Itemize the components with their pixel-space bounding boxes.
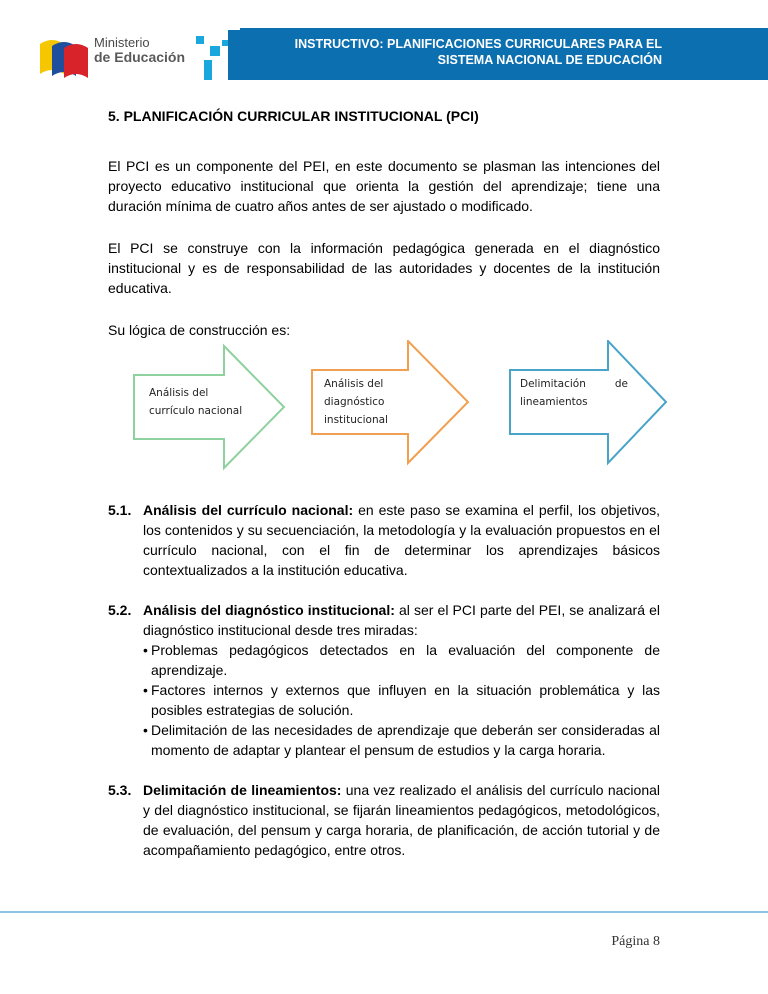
header-decoration bbox=[204, 60, 212, 80]
bullet-icon: • bbox=[143, 682, 148, 698]
footer-divider bbox=[0, 911, 768, 913]
list-item-5-2 bbox=[108, 600, 660, 640]
item-title: Delimitación de lineamientos: bbox=[143, 782, 342, 798]
bullet-icon: • bbox=[143, 722, 148, 738]
arrow-label-2: Análisis del diagnóstico institucional bbox=[324, 378, 388, 426]
header-decoration bbox=[228, 30, 240, 80]
section-heading: 5. PLANIFICACIÓN CURRICULAR INSTITUCIONAL (PCI) bbox=[108, 108, 479, 124]
item-text: al ser el PCI parte del PEI, se analizará el diagnóstico institucional desde tres miradas: bbox=[143, 602, 661, 638]
bullet-item: • Delimitación de las necesidades de aprendizaje que deberán ser consideradas al momento de adaptar y plantear el pensum de estudios y la carga horaria. bbox=[143, 722, 660, 758]
item-text: una vez realizado el análisis del currículo nacional y del diagnóstico institucional, se fijarán lineamientos pedagógicos, metodológicos, de evaluación, del pensum y carga horaria, de planificación, de acción tutorial y de acompañamiento pedagógico, entre otros. bbox=[143, 782, 660, 858]
page-number: Página 8 bbox=[611, 934, 660, 949]
arrow-label-3: Delimitación de lineamientos bbox=[520, 378, 628, 408]
item-title: Análisis del diagnóstico institucional: bbox=[143, 602, 395, 618]
header-decoration bbox=[196, 36, 204, 44]
list-item-5-3 bbox=[108, 780, 660, 860]
item-number: 5.3. bbox=[108, 782, 132, 798]
header-decoration bbox=[210, 46, 220, 56]
paragraph-3: Su lógica de construcción es: bbox=[108, 322, 291, 338]
bullet-item: • Factores internos y externos que influyen en la situación problemática y las posibles estrategias de solución. bbox=[143, 682, 660, 718]
ministerio-logo-flag-icon bbox=[38, 34, 90, 80]
item-text: en este paso se examina el perfil, los objetivos, los contenidos y su secuenciación, la metodología y la evaluación propuestos en el currículo nacional, con el fin de determinar los aprendizajes básicos contextualizados a la institución educativa. bbox=[143, 502, 661, 578]
document-title: INSTRUCTIVO: PLANIFICACIONES CURRICULARES PARA EL SISTEMA NACIONAL DE EDUCACIÓN bbox=[294, 37, 662, 67]
item-number: 5.2. bbox=[108, 602, 132, 618]
paragraph-2: El PCI se construye con la información pedagógica generada en el diagnóstico institucional y es de responsabilidad de las autoridades y docentes de la institución educativa. bbox=[108, 240, 660, 296]
ministerio-logo-text: Ministerio de Educación bbox=[94, 35, 186, 65]
arrow-label-1: Análisis del currículo nacional bbox=[149, 387, 243, 417]
list-item-5-1 bbox=[108, 500, 660, 580]
item-title: Análisis del currículo nacional: bbox=[143, 502, 354, 518]
item-number: 5.1. bbox=[108, 502, 132, 518]
paragraph-1: El PCI es un componente del PEI, en este documento se plasman las intenciones del proyecto educativo institucional que orienta la gestión del aprendizaje; tiene una duración mínima de cuatro años antes de ser ajustado o modificado. bbox=[108, 158, 660, 214]
bullet-icon: • bbox=[143, 642, 148, 658]
bullet-item: • Problemas pedagógicos detectados en la evaluación del componente de aprendizaje. bbox=[143, 642, 660, 678]
